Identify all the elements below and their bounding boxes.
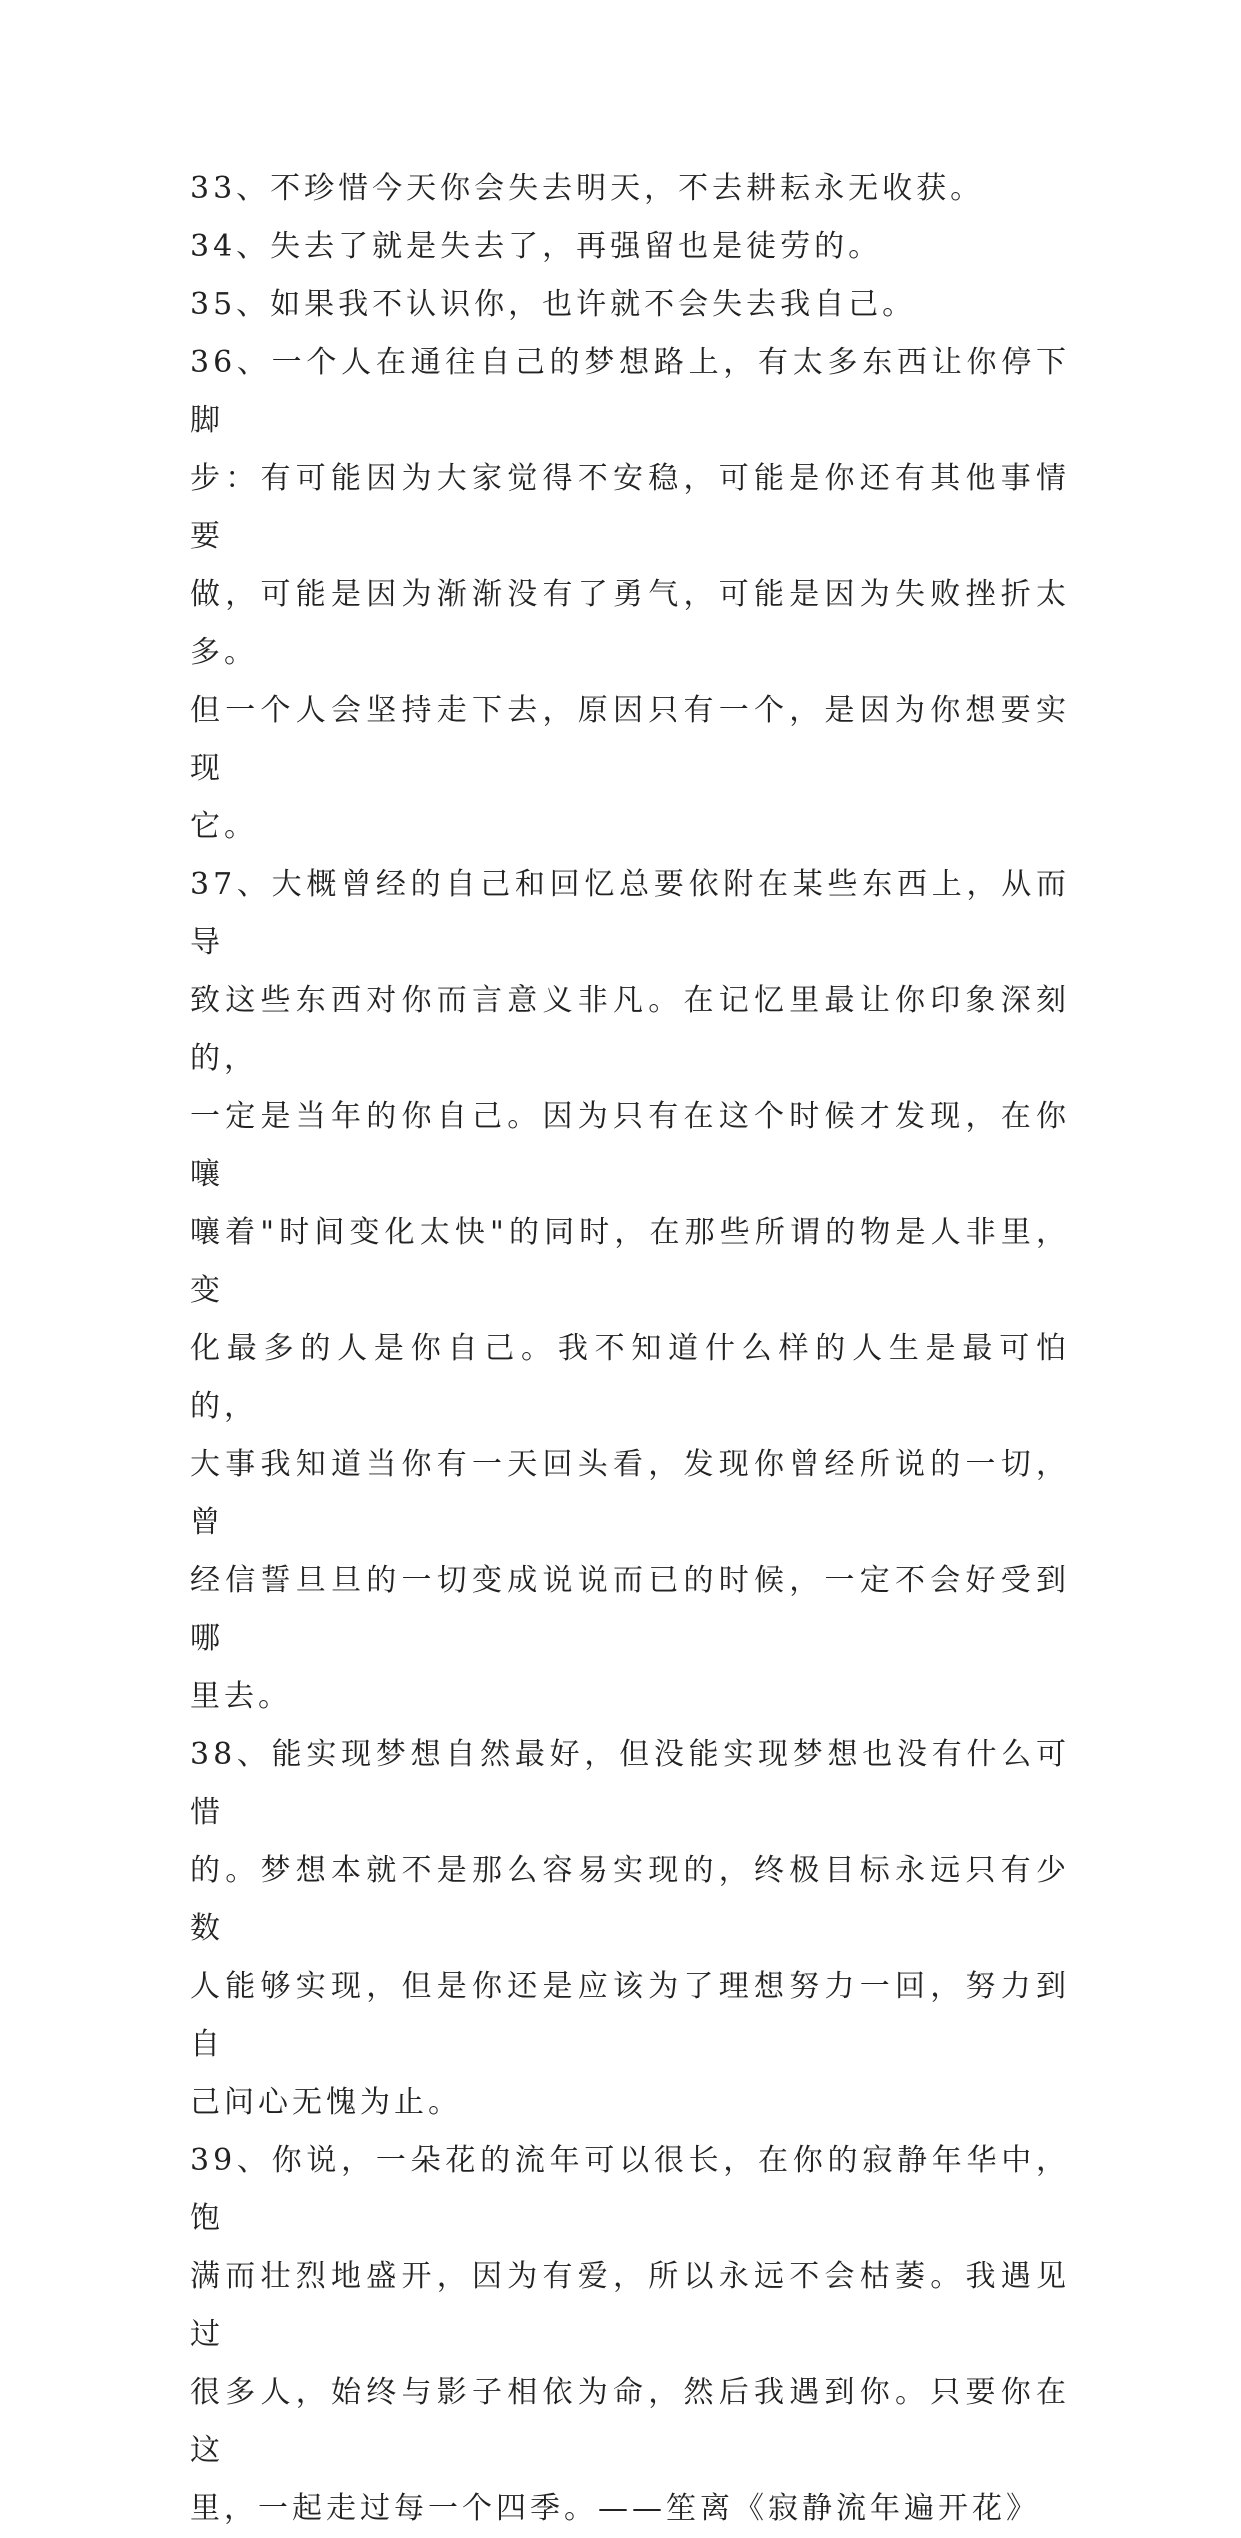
paragraph-35: 35、如果我不认识你，也许就不会失去我自己。 <box>190 287 917 322</box>
paragraph-37: 37、大概曾经的自己和回忆总要依附在某些东西上，从而导 致这些东西对你而言意义非凡。在记忆里最让你印象深刻的， 一定是当年的你自己。因为只有在这个时候才发现，在你嚷 嚷着"时间变化太快"的同时，在那些所谓的物是人非里，变 化最多的人是你自己。我不知道什么样的人生是最可怕的， 大事我知道当你有一天回头看，发现你曾经所说的一切，曾 经信誓旦旦的一切变成说说而已的时候，一定不会好受到哪 里去。 <box>190 867 1070 1714</box>
paragraph-34: 34、失去了就是失去了，再强留也是徒劳的。 <box>190 229 883 264</box>
document-body <box>190 160 1070 2538</box>
paragraph-39: 39、你说，一朵花的流年可以很长，在你的寂静年华中，饱 满而壮烈地盛开，因为有爱，所以永远不会枯萎。我遇见过 很多人，始终与影子相依为命，然后我遇到你。只要你在这 里，一起走过每一个四季。——笙离《寂静流年遍开花》 <box>190 2143 1070 2526</box>
paragraph-33: 33、不珍惜今天你会失去明天，不去耕耘永无收获。 <box>190 171 985 206</box>
paragraph-38: 38、能实现梦想自然最好，但没能实现梦想也没有什么可惜 的。梦想本就不是那么容易实现的，终极目标永远只有少数 人能够实现，但是你还是应该为了理想努力一回，努力到自 己问心无愧为止。 <box>190 1737 1070 2120</box>
paragraph-36: 36、一个人在通往自己的梦想路上，有太多东西让你停下脚 步：有可能因为大家觉得不安稳，可能是你还有其他事情要 做，可能是因为渐渐没有了勇气，可能是因为失败挫折太多。 但一个人会坚持走下去，原因只有一个，是因为你想要实现 它。 <box>190 345 1070 844</box>
